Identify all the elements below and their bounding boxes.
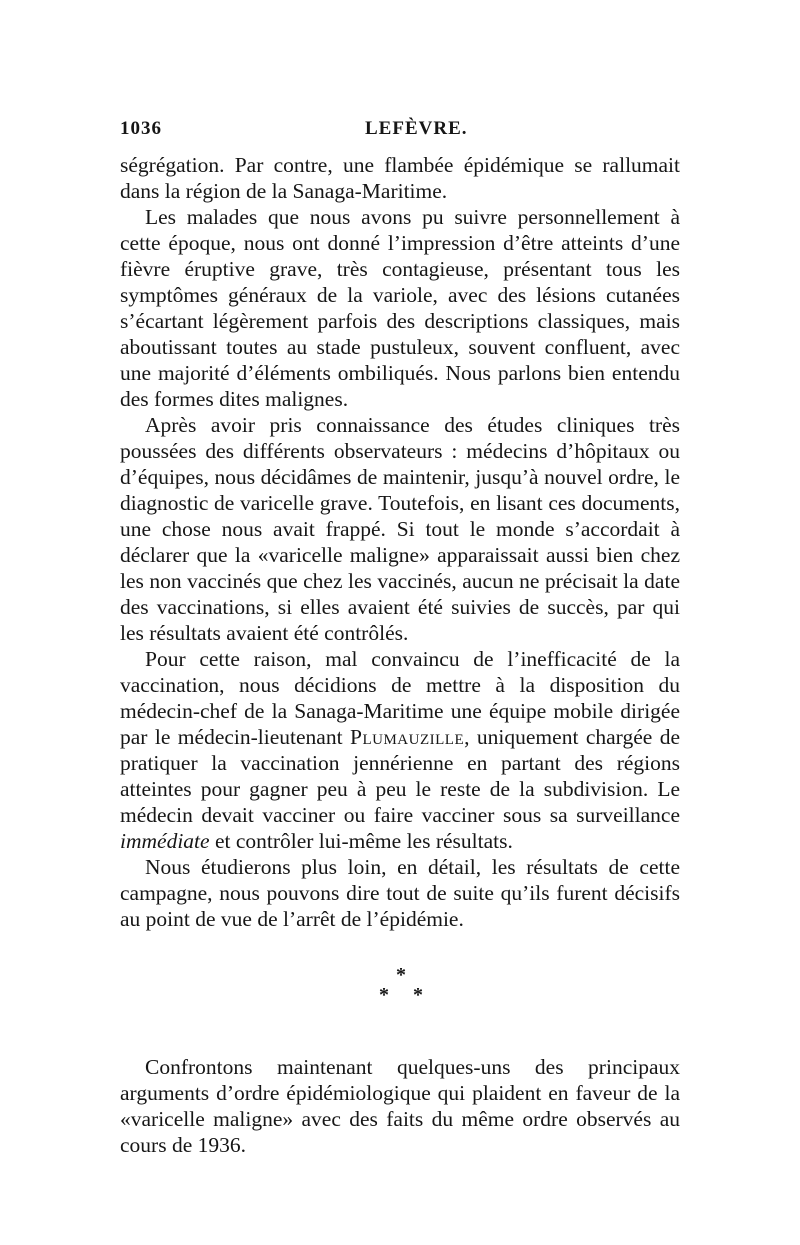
asterism-star-right: * <box>413 984 423 1006</box>
person-name: Plumauzille <box>350 725 465 749</box>
section-break-asterism <box>120 962 680 1036</box>
emphasis-immediate: immédiate <box>120 829 210 853</box>
paragraph-resultats: Nous étudierons plus loin, en détail, les résultats de cette campagne, nous pouvons dire tout de suite qu’ils furent décisifs au point de vue de l’arrêt de l’épidémie. <box>120 855 680 931</box>
paragraph-malades: Les malades que nous avons pu suivre personnellement à cette époque, nous ont donné l’impression d’être atteints d’une fièvre éruptive grave, très contagieuse, présentant tous les symptômes généraux de la variole, avec des lésions cutanées s’écartant légèrement parfois des descriptions classiques, mais aboutissant toutes au stade pustuleux, souvent confluent, avec une majorité d’éléments ombiliqués. Nous parlons bien entendu des formes dites malignes. <box>120 205 680 411</box>
page-header <box>120 118 680 152</box>
paragraph-confrontons: Confrontons maintenant quelques-uns des principaux arguments d’ordre épidémiologique qui plaident en faveur de la «varicelle maligne» avec des faits du même ordre observés au cours de 1936. <box>120 1055 680 1157</box>
book-page <box>120 118 680 1158</box>
vaccination-text-start: Pour cette raison, mal convaincu de l’inefficacité de la vaccination, nous décidions de mettre à la disposition du médecin-chef de la Sanaga-Maritime une équipe mobile dirigée par le médecin-lieutenant <box>120 647 680 749</box>
paragraph-vaccination <box>120 646 680 854</box>
asterism-star-left: * <box>379 984 389 1006</box>
paragraph-segregation: ségrégation. Par contre, une flambée épidémique se rallumait dans la région de la Sanaga-Maritime. <box>120 153 680 203</box>
running-head: LEFÈVRE. <box>365 118 468 139</box>
asterism-star-top: * <box>396 964 406 986</box>
vaccination-text-end: et contrôler lui-même les résultats. <box>209 829 513 853</box>
vaccination-text-middle: , uniquement chargée de pratiquer la vaccination jennérienne en partant des régions atteintes pour gagner peu à peu le reste de la subdivision. Le médecin devait vacciner ou faire vacciner sous sa surveillance <box>120 725 680 827</box>
page-number: 1036 <box>120 118 162 139</box>
paragraph-etudes-cliniques: Après avoir pris connaissance des études cliniques très poussées des différents observateurs : médecins d’hôpitaux ou d’équipes, nous décidâmes de maintenir, jusqu’à nouvel ordre, le diagnostic de varicelle grave. Toutefois, en lisant ces documents, une chose nous avait frappé. Si tout le monde s’accordait à déclarer que la «varicelle maligne» apparaissait aussi bien chez les non vaccinés que chez les vaccinés, aucun ne précisait la date des vaccinations, si elles avaient été suivies de succès, par qui les résultats avaient été contrôlés. <box>120 413 680 645</box>
main-text <box>120 152 680 1158</box>
